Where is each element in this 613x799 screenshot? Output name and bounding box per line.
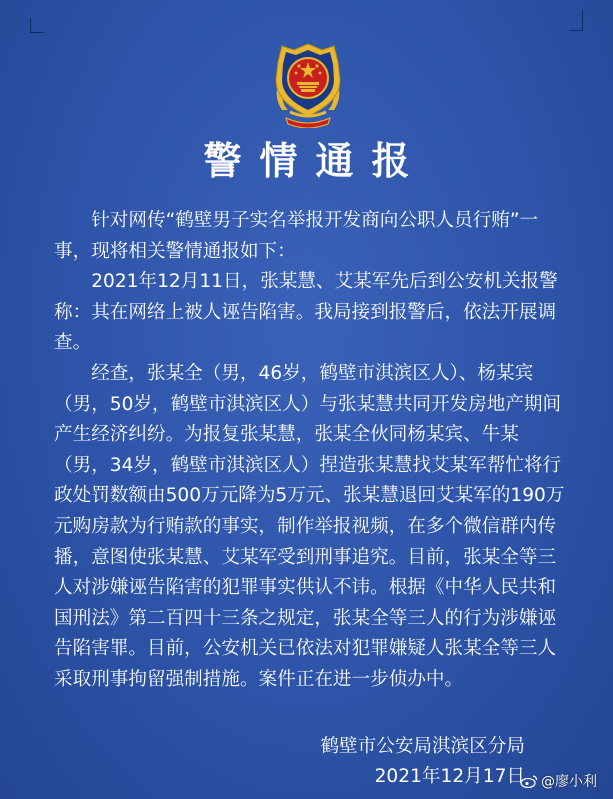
police-emblem-icon: [268, 40, 348, 128]
weibo-icon: [520, 774, 538, 788]
weibo-watermark: [520, 771, 597, 791]
body-line: 针对网传“鹤壁男子实名举报开发商向公职人员行贿”一: [54, 210, 539, 231]
body-line: 称：其在网络上被人诬告陷害。我局接到报警后，依法开展调: [54, 301, 557, 323]
body-line: 播，意图使张某慧、艾某军受到刑事追究。目前，张某全等三: [54, 546, 557, 568]
body-line: 查。: [54, 332, 92, 354]
notice-title: 警情通报: [203, 139, 428, 183]
body-line: 国刑法》第二百四十三条之规定，张某全等三人的行为涉嫌诬: [54, 607, 557, 629]
body-line: 采取刑事拘留强制措施。案件正在进一步侦办中。: [54, 668, 464, 690]
body-line: 2021年12月11日，张某慧、艾某军先后到公安机关报警: [54, 271, 558, 293]
issue-date: 2021年12月17日: [374, 766, 525, 787]
issuing-organization: 鹤壁市公安局淇滨区分局: [320, 736, 525, 757]
body-line: 人对涉嫌诬告陷害的犯罪事实供认不讳。根据《中华人民共和: [54, 577, 557, 599]
body-line: （男，50岁，鹤壁市淇滨区人）与张某慧共同开发房地产期间: [54, 393, 562, 415]
body-line: （男，34岁，鹤壁市淇滨区人）捏造张某慧找艾某军帮忙将行: [54, 454, 562, 476]
body-line: 事，现将相关警情通报如下：: [54, 240, 296, 262]
body-line: 产生经济纠纷。为报复张某慧，张某全伙同杨某宾、牛某: [54, 424, 519, 446]
body-line: 政处罚数额由500万元降为5万元、张某慧退回艾某军的190万: [54, 485, 565, 507]
crop-mark-top-right: [568, 10, 583, 30]
body-line: 元购房款为行贿款的事实，制作举报视频，在多个微信群内传: [54, 515, 557, 537]
body-line: 告陷害罪。目前，公安机关已依法对犯罪嫌疑人张某全等三人: [54, 638, 557, 660]
notice-body: [54, 206, 584, 696]
crop-mark-top-left: [30, 18, 45, 32]
watermark-text: @廖小利: [541, 774, 597, 790]
body-line: 经查，张某全（男，46岁，鹤壁市淇滨区人）、杨某宾: [54, 362, 534, 384]
